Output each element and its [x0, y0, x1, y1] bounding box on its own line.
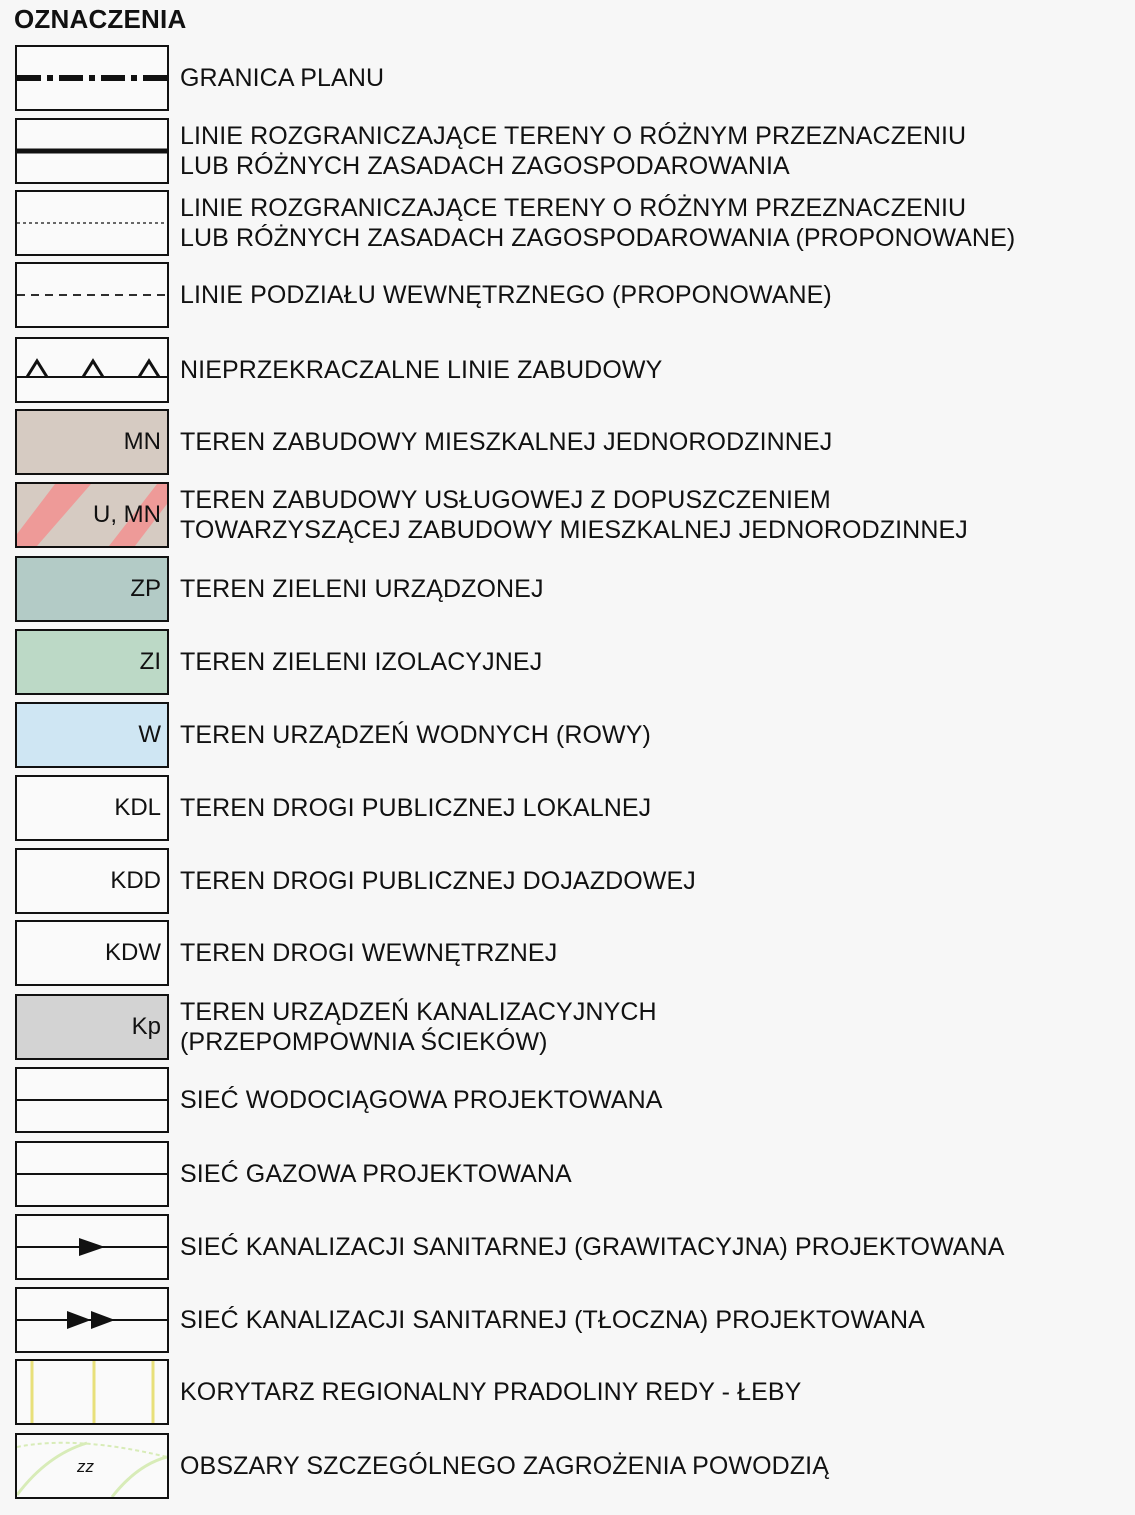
- legend-label: SIEĆ WODOCIĄGOWA PROJEKTOWANA: [180, 1086, 663, 1114]
- legend-label: TEREN DROGI PUBLICZNEJ LOKALNEJ: [180, 794, 652, 822]
- gravity-sewer-symbol: [15, 1214, 169, 1280]
- legend-label: TEREN ZABUDOWY MIESZKALNEJ JEDNORODZINNEJ: [180, 428, 833, 456]
- zone-code: W: [138, 721, 161, 748]
- legend-label: OBSZARY SZCZEGÓLNEGO ZAGROŻENIA POWODZIĄ: [180, 1452, 830, 1480]
- zone-code: U, MN: [93, 501, 161, 528]
- legend-label: SIEĆ KANALIZACJI SANITARNEJ (TŁOCZNA) PROJEKTOWANA: [180, 1306, 925, 1334]
- legend-label: SIEĆ KANALIZACJI SANITARNEJ (GRAWITACYJNA) PROJEKTOWANA: [180, 1233, 1005, 1261]
- legend-label: TEREN URZĄDZEŃ KANALIZACYJNYCH (PRZEPOMPOWNIA ŚCIEKÓW): [180, 998, 657, 1056]
- legend-label: NIEPRZEKRACZALNE LINIE ZABUDOWY: [180, 356, 663, 384]
- kdw-zone-symbol: [15, 920, 169, 986]
- regional-corridor-symbol: [15, 1359, 169, 1425]
- legend-label: TEREN DROGI PUBLICZNEJ DOJAZDOWEJ: [180, 867, 696, 895]
- legend-label: TEREN ZABUDOWY USŁUGOWEJ Z DOPUSZCZENIEM TOWARZYSZĄCEJ ZABUDOWY MIESZKALNEJ JEDNORODZINNEJ: [180, 486, 968, 544]
- legend-label: LINIE ROZGRANICZAJĄCE TERENY O RÓŻNYM PRZEZNACZENIU LUB RÓŻNYCH ZASADACH ZAGOSPODAROWANIA: [180, 122, 967, 180]
- legend-title: OZNACZENIA: [14, 4, 187, 34]
- legend-label: SIEĆ GAZOWA PROJEKTOWANA: [180, 1160, 572, 1188]
- u-mn-zone-symbol: [15, 482, 169, 548]
- pressure-sewer-symbol: [15, 1287, 169, 1353]
- legend-label: KORYTARZ REGIONALNY PRADOLINY REDY - ŁEBY: [180, 1378, 802, 1406]
- zone-code: MN: [123, 428, 161, 455]
- legend-label: GRANICA PLANU: [180, 64, 385, 92]
- w-zone-symbol: [15, 702, 169, 768]
- flood-risk-area-symbol: [15, 1433, 169, 1499]
- zone-code: ZI: [139, 648, 161, 675]
- kp-zone-symbol: [15, 994, 169, 1060]
- proposed-boundary-lines-symbol: [15, 190, 169, 256]
- zone-code: ZP: [130, 575, 161, 602]
- mn-zone-symbol: [15, 409, 169, 475]
- zone-code: KDW: [105, 939, 161, 966]
- legend-label: TEREN URZĄDZEŃ WODNYCH (ROWY): [180, 721, 651, 749]
- kdl-zone-symbol: [15, 775, 169, 841]
- plan-boundary-symbol: [15, 45, 169, 111]
- zone-code: KDL: [114, 794, 161, 821]
- legend-label: TEREN ZIELENI IZOLACYJNEJ: [180, 648, 543, 676]
- zone-code: zz: [77, 1457, 94, 1476]
- zone-code: KDD: [110, 867, 161, 894]
- legend-label: LINIE PODZIAŁU WEWNĘTRZNEGO (PROPONOWANE): [180, 281, 832, 309]
- building-line-symbol: [15, 337, 169, 403]
- legend-label: TEREN DROGI WEWNĘTRZNEJ: [180, 939, 558, 967]
- legend-label: TEREN ZIELENI URZĄDZONEJ: [180, 575, 544, 603]
- internal-division-lines-symbol: [15, 262, 169, 328]
- zone-code: Kp: [131, 1013, 161, 1040]
- gas-network-symbol: [15, 1141, 169, 1207]
- legend-label: LINIE ROZGRANICZAJĄCE TERENY O RÓŻNYM PRZEZNACZENIU LUB RÓŻNYCH ZASADACH ZAGOSPODAROWANIA (PROPONOWANE): [180, 194, 1016, 252]
- boundary-lines-symbol: [15, 118, 169, 184]
- kdd-zone-symbol: [15, 848, 169, 914]
- water-network-symbol: [15, 1067, 169, 1133]
- zp-zone-symbol: [15, 556, 169, 622]
- zi-zone-symbol: [15, 629, 169, 695]
